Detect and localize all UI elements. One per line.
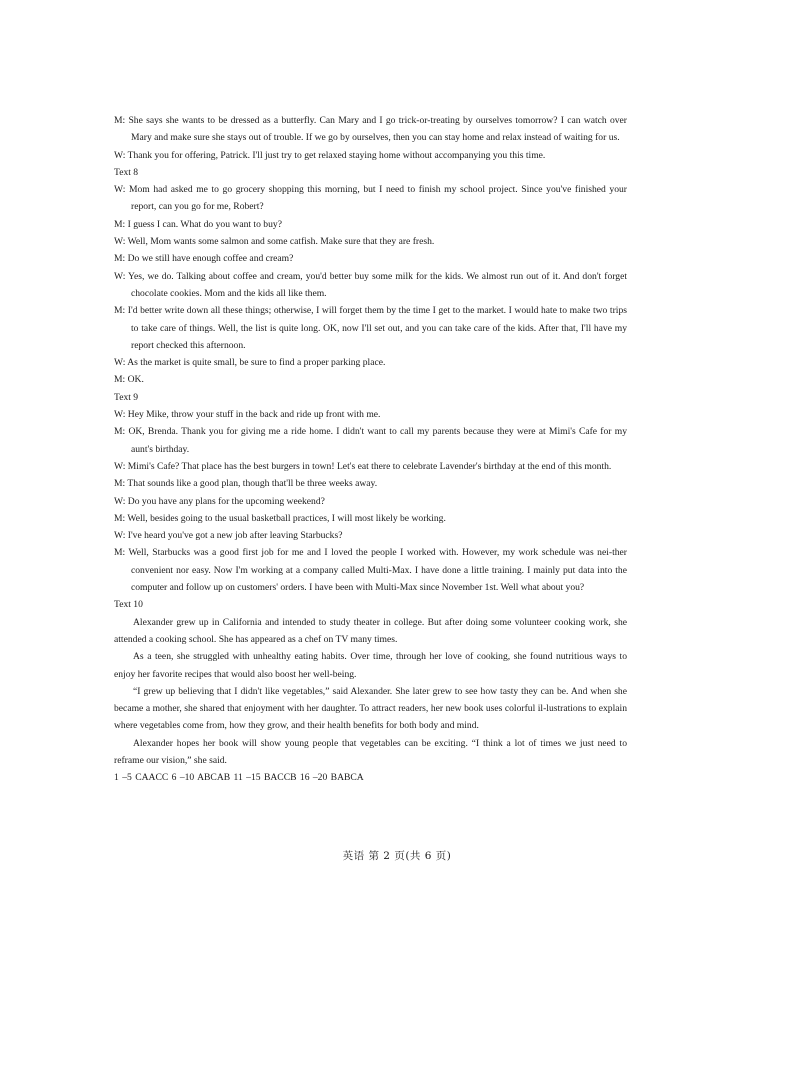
dialogue-line: M: I guess I can. What do you want to buy? bbox=[114, 218, 282, 230]
dialogue-line: W: Mom had asked me to go grocery shopping this morning, but I need to finish my school project. Since you've finished your report, can you go for me, Robert? bbox=[114, 184, 627, 213]
dialogue-line: W: Well, Mom wants some salmon and some catfish. Make sure that they are fresh. bbox=[114, 236, 435, 248]
dialogue-line: W: Hey Mike, throw your stuff in the back and ride up front with me. bbox=[114, 409, 381, 421]
dialogue-line: M: I'd better write down all these things; otherwise, I will forget them by the time I get to the market. I would hate to make two trips to take care of things. Well, the list is quite long. OK, now I'll set out, and you can take care of the kids. After that, I'll have my report checked this afternoon. bbox=[114, 305, 627, 351]
passage-paragraph: As a teen, she struggled with unhealthy eating habits. Over time, through her love of cooking, she found nutritious ways to enjoy her favorite recipes that would also boost her well-being. bbox=[114, 651, 627, 680]
dialogue-line: W: I've heard you've got a new job after leaving Starbucks? bbox=[114, 530, 343, 542]
section-heading: Text 9 bbox=[114, 391, 139, 403]
dialogue-line: M: Do we still have enough coffee and cream? bbox=[114, 253, 294, 265]
dialogue-line: M: That sounds like a good plan, though that'll be three weeks away. bbox=[114, 478, 378, 490]
page-content bbox=[114, 112, 627, 787]
page-footer: 英语 第 2 页(共 6 页) bbox=[342, 850, 452, 862]
dialogue-line: M: She says she wants to be dressed as a butterfly. Can Mary and I go trick-or-treating by ourselves tomorrow? I can watch over Mary and make sure she stays out of trouble. If we go by ourselves, then you can stay home and relax instead of waiting for us. bbox=[114, 115, 627, 144]
dialogue-line: W: Do you have any plans for the upcoming weekend? bbox=[114, 495, 325, 507]
dialogue-line: W: Mimi's Cafe? That place has the best burgers in town! Let's eat there to celebrate Lavender's birthday at the end of this month. bbox=[114, 460, 612, 472]
passage-paragraph: “I grew up believing that I didn't like vegetables,” said Alexander. She later grew to see how tasty they can be. And when she became a mother, she shared that enjoyment with her daughter. To attract readers, her new book uses colorful il-lustrations to explain where vegetables come from, how they grow, and their health benefits for both body and mind. bbox=[114, 685, 627, 732]
section-heading: Text 8 bbox=[114, 166, 139, 178]
dialogue-line: M: OK. bbox=[114, 374, 144, 386]
dialogue-line: M: OK, Brenda. Thank you for giving me a ride home. I didn't want to call my parents because they were at Mimi's Cafe for my aunt's birthday. bbox=[114, 426, 627, 455]
answer-key: 1 –5 CAACC 6 –10 ABCAB 11 –15 BACCB 16 –20 BABCA bbox=[114, 772, 364, 784]
dialogue-line: W: As the market is quite small, be sure to find a proper parking place. bbox=[114, 357, 386, 369]
section-heading: Text 10 bbox=[114, 599, 143, 611]
dialogue-line: M: Well, Starbucks was a good first job for me and I loved the people I worked with. However, my work schedule was nei-ther convenient nor easy. Now I'm working at a company called Multi-Max. I have done a little training. I mainly put data into the computer and follow up on customers' orders. I have been with Multi-Max since November 1st. Well what about you? bbox=[114, 547, 627, 594]
dialogue-line: W: Thank you for offering, Patrick. I'll just try to get relaxed staying home without accompanying you this time. bbox=[114, 149, 546, 161]
passage-paragraph: Alexander hopes her book will show young people that vegetables can be exciting. “I think a lot of times we just need to reframe our vision,” she said. bbox=[114, 737, 627, 766]
dialogue-line: W: Yes, we do. Talking about coffee and cream, you'd better buy some milk for the kids. We almost run out of it. And don't forget chocolate cookies. Mom and the kids all like them. bbox=[114, 270, 627, 299]
dialogue-line: M: Well, besides going to the usual basketball practices, I will most likely be working. bbox=[114, 512, 446, 524]
passage-paragraph: Alexander grew up in California and intended to study theater in college. But after doing some volunteer cooking work, she attended a cooking school. She has appeared as a chef on TV many times. bbox=[114, 616, 627, 645]
